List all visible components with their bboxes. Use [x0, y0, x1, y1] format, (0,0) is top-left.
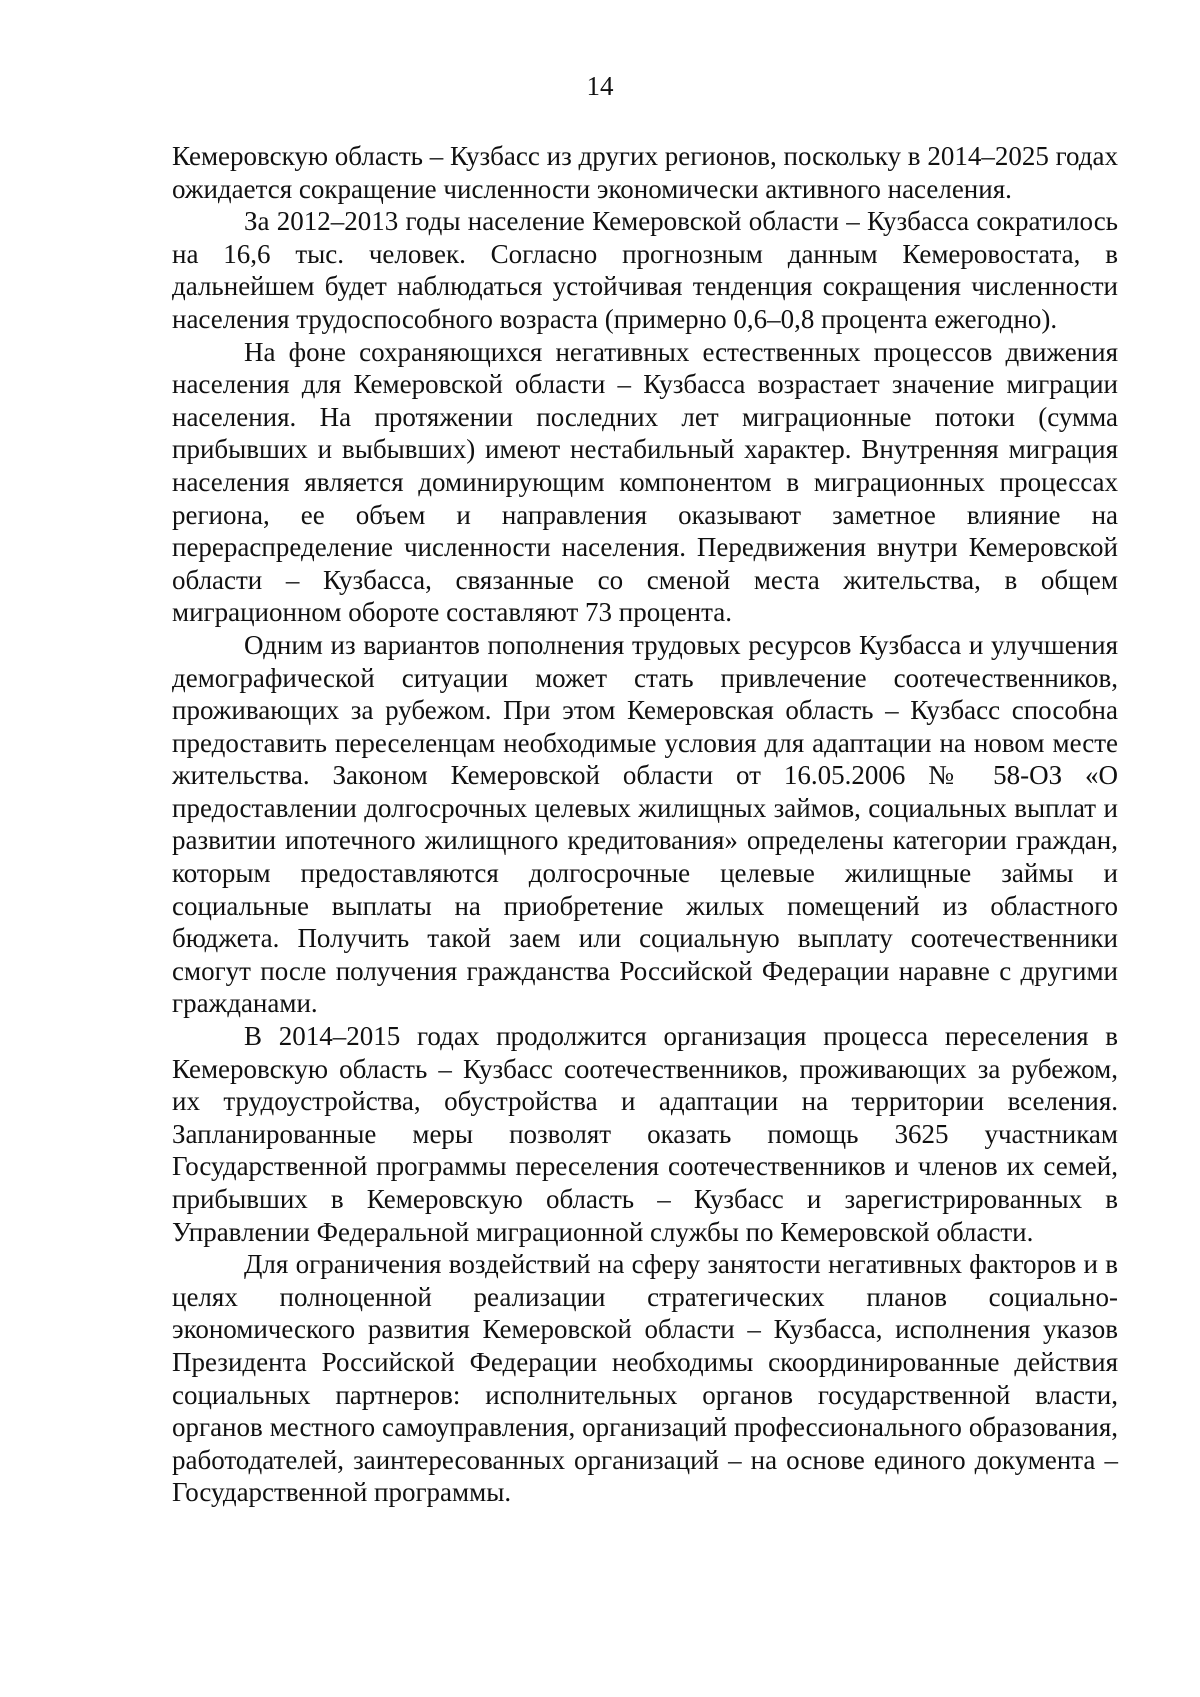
paragraph-1: Кемеровскую область – Кузбасс из других регионов, поскольку в 2014–2025 годах ожидается сокращение численности экономически активного населения.: [172, 141, 1118, 204]
paragraph-3: На фоне сохраняющихся негативных естественных процессов движения населения для Кемеровской области – Кузбасса возрастает значение миграции населения. На протяжении последних лет миграционные потоки (сумма прибывших и выбывших) имеют нестабильный характер. Внутренняя миграция населения является доминирующим компонентом в миграционных процессах региона, ее объем и направления оказывают заметное влияние на перераспределение численности населения. Передвижения внутри Кемеровской области – Кузбасса, связанные со сменой места жительства, в общем миграционном обороте составляют 73 процента.: [172, 336, 1118, 628]
paragraph-4: Одним из вариантов пополнения трудовых ресурсов Кузбасса и улучшения демографической ситуации может стать привлечение соотечественников, проживающих за рубежом. При этом Кемеровская область – Кузбасс способна предоставить переселенцам необходимые условия для адаптации на новом месте жительства. Законом Кемеровской области от 16.05.2006 № 58-ОЗ «О предоставлении долгосрочных целевых жилищных займов, социальных выплат и развитии ипотечного жилищного кредитования» определены категории граждан, которым предоставляются долгосрочные целевые жилищные займы и социальные выплаты на приобретение жилых помещений из областного бюджета. Получить такой заем или социальную выплату соотечественники смогут после получения гражданства Российской Федерации наравне с другими гражданами.: [172, 629, 1118, 1019]
document-body: [172, 140, 1118, 1509]
page-number: 14: [586, 71, 614, 101]
paragraph-5: В 2014–2015 годах продолжится организация процесса переселения в Кемеровскую область – Кузбасс соотечественников, проживающих за рубежом, их трудоустройства, обустройства и адаптации на территории вселения. Запланированные меры позволят оказать помощь 3625 участникам Государственной программы переселения соотечественников и членов их семей, прибывших в Кемеровскую область – Кузбасс и зарегистрированных в Управлении Федеральной миграционной службы по Кемеровской области.: [172, 1021, 1118, 1247]
paragraph-6: Для ограничения воздействий на сферу занятости негативных факторов и в целях полноценной реализации стратегических планов социально-экономического развития Кемеровской области – Кузбасса, исполнения указов Президента Российской Федерации необходимы скоординированные действия социальных партнеров: исполнительных органов государственной власти, органов местного самоуправления, организаций профессионального образования, работодателей, заинтересованных организаций – на основе единого документа – Государственной программы.: [172, 1249, 1118, 1508]
paragraph-2: За 2012–2013 годы население Кемеровской области – Кузбасса сократилось на 16,6 тыс. человек. Согласно прогнозным данным Кемеровостата, в дальнейшем будет наблюдаться устойчивая тенденция сокращения численности населения трудоспособного возраста (примерно 0,6–0,8 процента ежегодно).: [172, 206, 1118, 334]
